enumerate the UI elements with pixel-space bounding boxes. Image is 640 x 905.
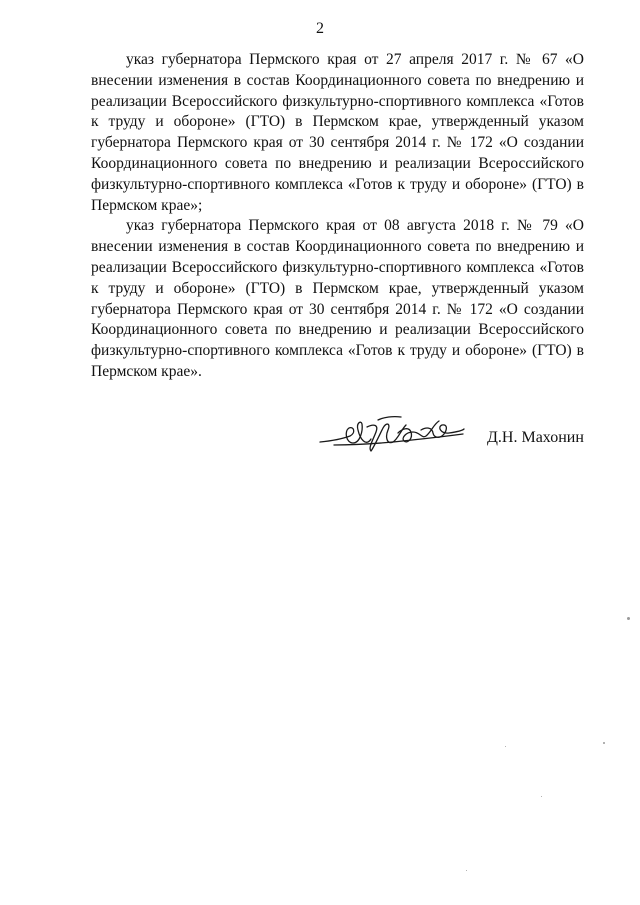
signer-name: Д.Н. Махонин xyxy=(487,429,584,446)
signature-block xyxy=(300,410,600,460)
paragraph-decree-2018: указ губернатора Пермского края от 08 августа 2018 г. № 79 «О внесении изменения в состав Координационного совета по внедрению и реализации Всероссийского физкультурно-спортивного комплекса «Готов к труду и обороне» (ГТО) в Пермском крае, утвержденный указом губернатора Пермского края от 30 сентября 2014 г. № 172 «О создании Координационного совета по внедрению и реализации Всероссийского физкультурно-спортивного комплекса «Готов к труду и обороне» (ГТО) в Пермском крае». xyxy=(91,217,584,380)
scan-speck xyxy=(466,870,467,871)
page-number: 2 xyxy=(316,20,324,37)
document-body xyxy=(91,50,584,383)
scan-speck xyxy=(627,617,630,620)
scan-speck xyxy=(505,746,506,747)
scan-speck xyxy=(541,796,542,797)
paragraph-decree-2017: указ губернатора Пермского края от 27 апреля 2017 г. № 67 «О внесении изменения в состав Координационного совета по внедрению и реализации Всероссийского физкультурно-спортивного комплекса «Готов к труду и обороне» (ГТО) в Пермском крае, утвержденный указом губернатора Пермского края от 30 сентября 2014 г. № 172 «О создании Координационного совета по внедрению и реализации Всероссийского физкультурно-спортивного комплекса «Готов к труду и обороне» (ГТО) в Пермском крае»; xyxy=(91,51,584,214)
handwritten-signature-icon xyxy=(316,412,466,454)
scan-speck xyxy=(603,742,605,744)
